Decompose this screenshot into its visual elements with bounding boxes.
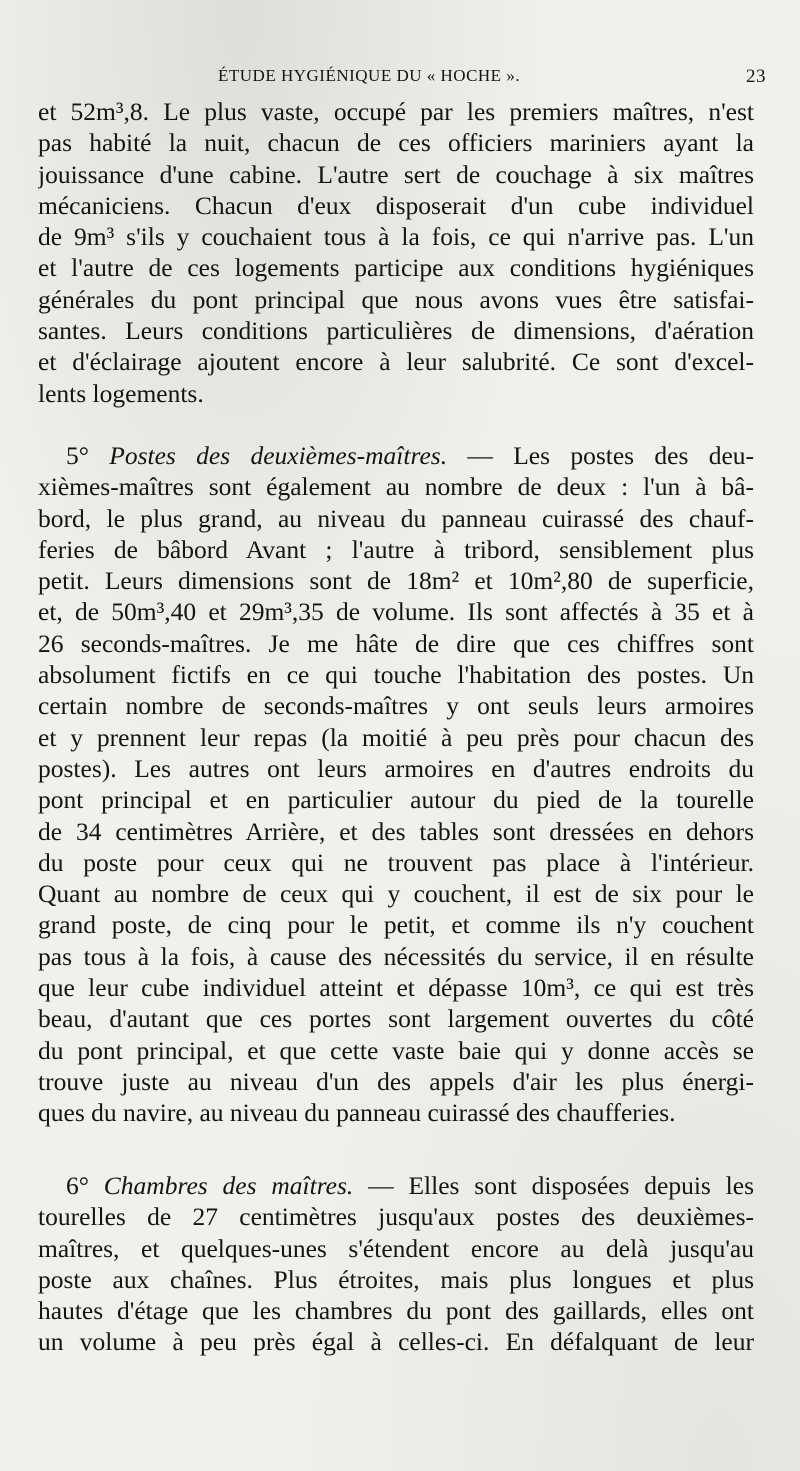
text-line: du pont principal, et que cette vaste baie qui y donne accès se — [38, 1035, 754, 1065]
text-line: générales du pont principal que nous avons vues être satisfai- — [38, 284, 754, 314]
text-line: absolument fictifs en ce qui touche l'habitation des postes. Un — [38, 660, 754, 690]
text-line: et, de 50m³,40 et 29m³,35 de volume. Ils sont affectés à 35 et à — [38, 597, 754, 627]
text-line: hautes d'étage que les chambres du pont des gaillards, elles ont — [38, 1296, 754, 1326]
text-line: et y prennent leur repas (la moitié à peu près pour chacun des — [38, 722, 754, 752]
text-line: — Elles sont disposées depuis les — [353, 1171, 754, 1200]
text-line: santes. Leurs conditions particulières de dimensions, d'aération — [38, 316, 754, 346]
section-heading: Chambres des maîtres. — [103, 1171, 354, 1200]
text-line: lents logements. — [38, 378, 204, 408]
text-line: — Les postes des deu- — [447, 441, 754, 470]
text-line: ques du navire, au niveau du panneau cuirassé des chaufferies. — [38, 1098, 676, 1128]
running-title: ÉTUDE HYGIÉNIQUE DU « HOCHE ». — [218, 66, 521, 85]
text-line: poste aux chaînes. Plus étroites, mais plus longues et plus — [38, 1264, 754, 1294]
text-line: xièmes-maîtres sont également au nombre de deux : l'un à bâ- — [38, 472, 754, 502]
text-line: maîtres, et quelques-unes s'étendent encore au delà jusqu'au — [38, 1233, 754, 1263]
text-line: postes). Les autres ont leurs armoires en d'autres endroits du — [38, 753, 754, 783]
text-line: et l'autre de ces logements participe aux conditions hygiéniques — [38, 253, 754, 283]
text-line: certain nombre de seconds-maîtres y ont seuls leurs armoires — [38, 691, 754, 721]
section-number: 6° — [66, 1171, 89, 1200]
text-line: feries de bâbord Avant ; l'autre à tribord, sensiblement plus — [38, 534, 754, 564]
paragraph-chambres-des-maitres — [38, 1170, 754, 1358]
text-line: tourelles de 27 centimètres jusqu'aux postes des deuxièmes- — [38, 1202, 754, 1232]
text-line: un volume à peu près égal à celles-ci. En défalquant de leur — [38, 1327, 754, 1357]
section-number: 5° — [66, 441, 89, 470]
text-line: bord, le plus grand, au niveau du panneau cuirassé des chauf- — [38, 503, 754, 533]
text-line: du poste pour ceux qui ne trouvent pas place à l'intérieur. — [38, 847, 754, 877]
running-header — [218, 66, 766, 92]
text-line: que leur cube individuel atteint et dépasse 10m³, ce qui est très — [38, 973, 754, 1003]
text-line: pont principal et en particulier autour du pied de la tourelle — [38, 785, 754, 815]
paragraph-continuation — [38, 96, 754, 409]
section-heading: Postes des deuxièmes-maîtres. — [109, 441, 448, 470]
text-line: de 9m³ s'ils y couchaient tous à la fois, ce qui n'arrive pas. L'un — [38, 222, 754, 252]
page-number: 23 — [746, 66, 766, 87]
text-line: 26 seconds-maîtres. Je me hâte de dire que ces chiffres sont — [38, 628, 754, 658]
text-line: et d'éclairage ajoutent encore à leur salubrité. Ce sont d'excel- — [38, 347, 754, 377]
section-heading-line — [38, 440, 754, 471]
text-line: pas habité la nuit, chacun de ces officiers mariniers ayant la — [38, 128, 754, 158]
paragraph-postes-deuxiemes-maitres — [38, 440, 754, 1129]
text-line: et 52m³,8. Le plus vaste, occupé par les premiers maîtres, n'est — [38, 97, 754, 126]
text-line: grand poste, de cinq pour le petit, et comme ils n'y couchent — [38, 910, 754, 940]
text-line: beau, d'autant que ces portes sont largement ouvertes du côté — [38, 1004, 754, 1034]
text-line: trouve juste au niveau d'un des appels d'air les plus énergi- — [38, 1066, 754, 1096]
text-line: de 34 centimètres Arrière, et des tables sont dressées en dehors — [38, 816, 754, 846]
text-line: Quant au nombre de ceux qui y couchent, il est de six pour le — [38, 879, 754, 909]
text-line: pas tous à la fois, à cause des nécessités du service, il en résulte — [38, 941, 754, 971]
text-line: petit. Leurs dimensions sont de 18m² et 10m²,80 de superficie, — [38, 566, 754, 596]
section-heading-line — [38, 1170, 754, 1201]
text-line: jouissance d'une cabine. L'autre sert de couchage à six maîtres — [38, 159, 754, 189]
text-line: mécaniciens. Chacun d'eux disposerait d'un cube individuel — [38, 190, 754, 220]
